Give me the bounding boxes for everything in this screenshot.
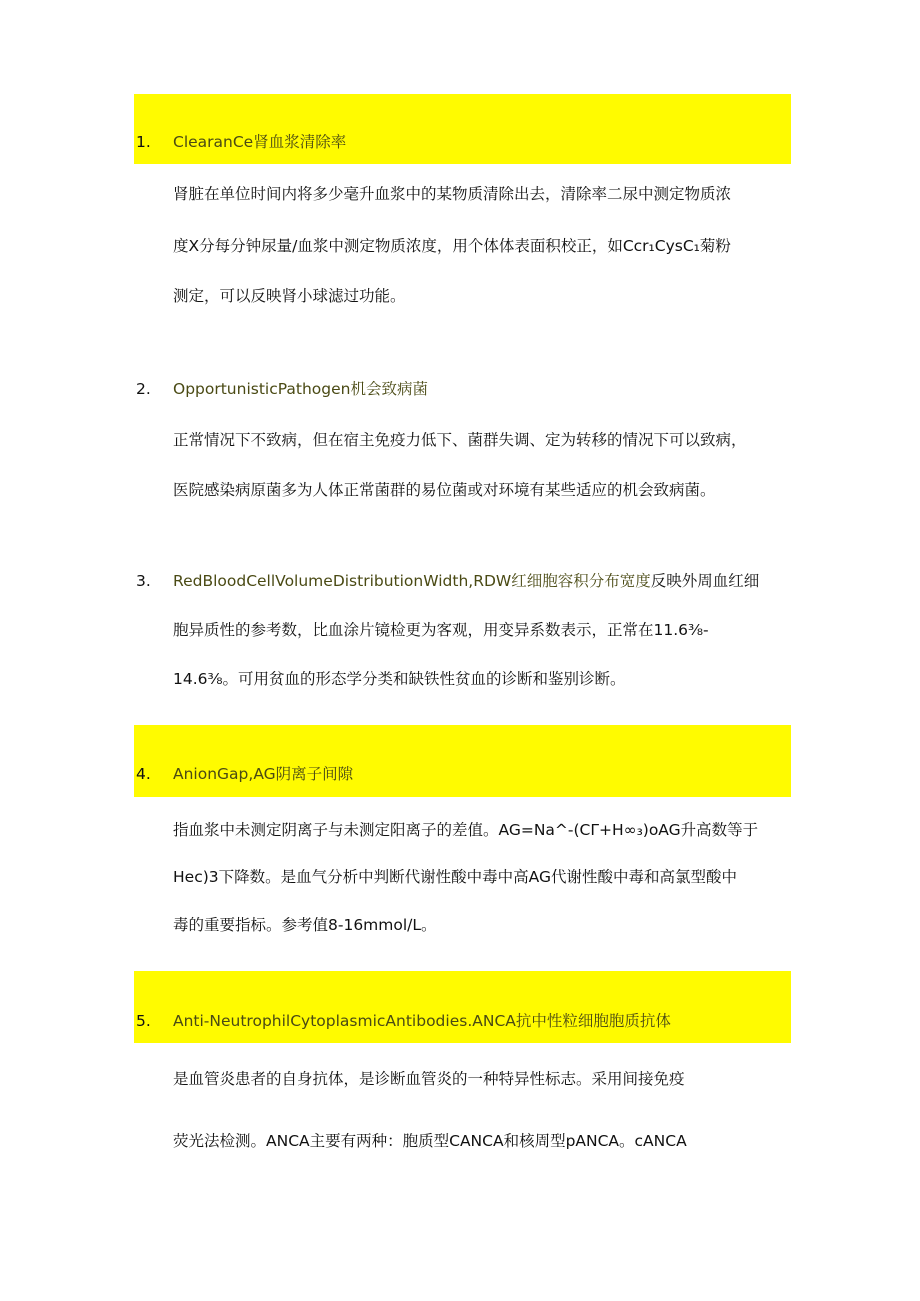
body-line: Hec)3下降数。是血气分析中判断代谢性酸中毒中高AG代谢性酸中毒和高氯型酸中 [173, 868, 737, 886]
body-line: 测定，可以反映肾小球滤过功能。 [173, 287, 406, 305]
body-line: 正常情况下不致病，但在宿主免疫力低下、菌群失调、定为转移的情况下可以致病， [173, 431, 747, 449]
highlight-band-4 [134, 725, 791, 797]
body-line: 荧光法检测。ANCA主要有两种：胞质型CANCA和核周型pANCA。cANCA [173, 1132, 687, 1150]
section-title-term: RedBloodCellVolumeDistributionWidth,RDW红细胞容积分布宽度 [173, 572, 651, 590]
body-line: 是血管炎患者的自身抗体，是诊断血管炎的一种特异性标志。采用间接免疫 [173, 1070, 685, 1088]
body-line: 指血浆中未测定阴离子与未测定阳离子的差值。AG=Na^-(CΓ+H∞₃)oAG升高数等于 [173, 821, 759, 839]
section-number: 3. [136, 572, 151, 590]
section-number: 5. [136, 1012, 151, 1030]
section-number: 2. [136, 380, 151, 398]
body-line: 胞异质性的参考数，比血涂片镜检更为客观，用变异系数表示，正常在11.6⅜- [173, 621, 709, 639]
body-line: 肾脏在单位时间内将多少毫升血浆中的某物质清除出去，清除率二尿中测定物质浓 [173, 185, 732, 203]
section-number: 1. [136, 133, 151, 151]
body-line: 14.6⅜。可用贫血的形态学分类和缺铁性贫血的诊断和鉴别诊断。 [173, 670, 626, 688]
section-title: OpportunisticPathogen机会致病菌 [173, 380, 428, 398]
highlight-band-1 [134, 94, 791, 164]
highlight-band-5 [134, 971, 791, 1043]
section-title [173, 570, 759, 592]
section-number: 4. [136, 765, 151, 783]
body-line: 医院感染病原菌多为人体正常菌群的易位菌或对环境有某些适应的机会致病菌。 [173, 481, 716, 499]
body-line: 毒的重要指标。参考值8-16mmol∕L。 [173, 916, 437, 934]
section-title: Anti-NeutrophilCytoplasmicAntibodies.ANCA抗中性粒细胞胞质抗体 [173, 1012, 671, 1030]
body-line: 度X分每分钟尿量/血浆中测定物质浓度，用个体体表面积校正，如Ccr₁CysC₁菊粉 [173, 237, 731, 255]
section-title: AnionGap,AG阴离子间隙 [173, 765, 354, 783]
section-title-tail: 反映外周血红细 [650, 572, 760, 590]
section-title: ClearanCe肾血浆清除率 [173, 133, 347, 151]
